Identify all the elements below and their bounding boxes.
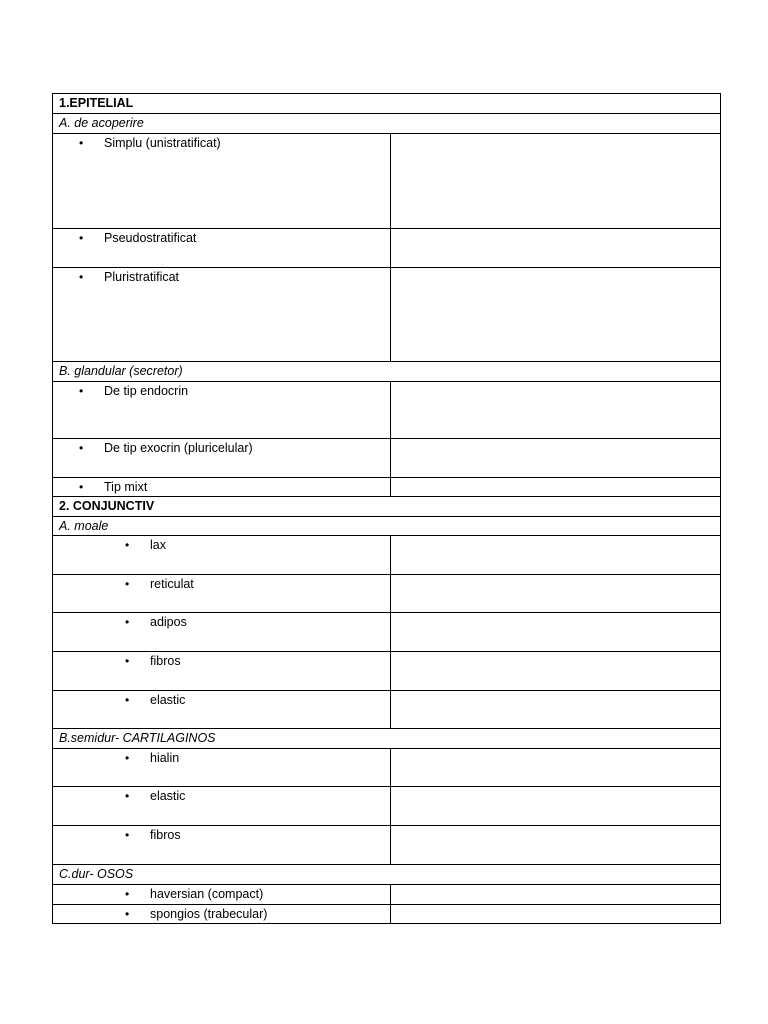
item-cell (53, 905, 391, 924)
bullet-icon: • (125, 654, 130, 668)
bullet-icon: • (125, 907, 130, 921)
subsection-title-acoperire: A. de acoperire (53, 114, 721, 134)
bullet-icon: • (125, 828, 130, 842)
item-cell (53, 575, 391, 613)
item-label: Pluristratificat (104, 270, 180, 284)
item-label: De tip endocrin (104, 384, 189, 398)
table-row (53, 787, 721, 826)
answer-cell[interactable] (391, 134, 721, 229)
bullet-icon: • (79, 270, 84, 284)
item-label: Pseudostratificat (104, 231, 197, 245)
item-label: fibros (150, 654, 181, 668)
answer-cell[interactable] (391, 749, 721, 787)
item-cell (53, 749, 391, 787)
tissue-classification-table (52, 93, 721, 924)
bullet-icon: • (125, 577, 130, 591)
table-row (53, 652, 721, 691)
item-label: spongios (trabecular) (150, 907, 268, 921)
item-cell (53, 382, 391, 439)
answer-cell[interactable] (391, 478, 721, 497)
subsection-row (53, 729, 721, 749)
answer-cell[interactable] (391, 905, 721, 924)
subsection-row (53, 114, 721, 134)
table-row (53, 826, 721, 865)
item-cell (53, 613, 391, 652)
bullet-icon: • (125, 887, 130, 901)
item-cell (53, 439, 391, 478)
answer-cell[interactable] (391, 787, 721, 826)
item-label: Simplu (unistratificat) (104, 136, 221, 150)
item-cell (53, 536, 391, 575)
item-label: elastic (150, 789, 186, 803)
table-row (53, 749, 721, 787)
bullet-icon: • (79, 441, 84, 455)
section-title-epitelial: 1.EPITELIAL (53, 94, 721, 114)
answer-cell[interactable] (391, 536, 721, 575)
table-row (53, 382, 721, 439)
item-label: Tip mixt (104, 480, 148, 494)
table-row (53, 268, 721, 362)
item-label: reticulat (150, 577, 194, 591)
item-cell (53, 268, 391, 362)
bullet-icon: • (79, 136, 84, 150)
section-title-conjunctiv: 2. CONJUNCTIV (53, 497, 721, 517)
section-header-row (53, 94, 721, 114)
item-cell (53, 787, 391, 826)
item-cell (53, 691, 391, 729)
bullet-icon: • (125, 693, 130, 707)
bullet-icon: • (125, 789, 130, 803)
subsection-row (53, 865, 721, 885)
table-row (53, 134, 721, 229)
answer-cell[interactable] (391, 691, 721, 729)
item-label: haversian (compact) (150, 887, 264, 901)
subsection-row (53, 362, 721, 382)
item-label: hialin (150, 751, 180, 765)
table-row (53, 439, 721, 478)
item-label: lax (150, 538, 166, 552)
answer-cell[interactable] (391, 885, 721, 905)
subsection-title-glandular: B. glandular (secretor) (53, 362, 721, 382)
item-cell (53, 478, 391, 497)
item-cell (53, 826, 391, 865)
item-label: elastic (150, 693, 186, 707)
item-cell (53, 229, 391, 268)
bullet-icon: • (125, 615, 130, 629)
answer-cell[interactable] (391, 575, 721, 613)
table-row (53, 229, 721, 268)
answer-cell[interactable] (391, 613, 721, 652)
table-row (53, 613, 721, 652)
table-row (53, 575, 721, 613)
table-row (53, 478, 721, 497)
answer-cell[interactable] (391, 268, 721, 362)
table-row (53, 536, 721, 575)
item-cell (53, 134, 391, 229)
table-row (53, 905, 721, 924)
item-label: De tip exocrin (pluricelular) (104, 441, 253, 455)
answer-cell[interactable] (391, 229, 721, 268)
item-label: adipos (150, 615, 187, 629)
item-cell (53, 885, 391, 905)
bullet-icon: • (79, 480, 84, 494)
subsection-title-semidur: B.semidur- CARTILAGINOS (53, 729, 721, 749)
subsection-title-dur: C.dur- OSOS (53, 865, 721, 885)
subsection-title-moale: A. moale (53, 517, 721, 536)
table-row (53, 885, 721, 905)
bullet-icon: • (79, 231, 84, 245)
subsection-row (53, 517, 721, 536)
answer-cell[interactable] (391, 826, 721, 865)
bullet-icon: • (125, 538, 130, 552)
bullet-icon: • (125, 751, 130, 765)
section-header-row (53, 497, 721, 517)
answer-cell[interactable] (391, 439, 721, 478)
bullet-icon: • (79, 384, 84, 398)
item-label: fibros (150, 828, 181, 842)
answer-cell[interactable] (391, 382, 721, 439)
item-cell (53, 652, 391, 691)
answer-cell[interactable] (391, 652, 721, 691)
table-row (53, 691, 721, 729)
